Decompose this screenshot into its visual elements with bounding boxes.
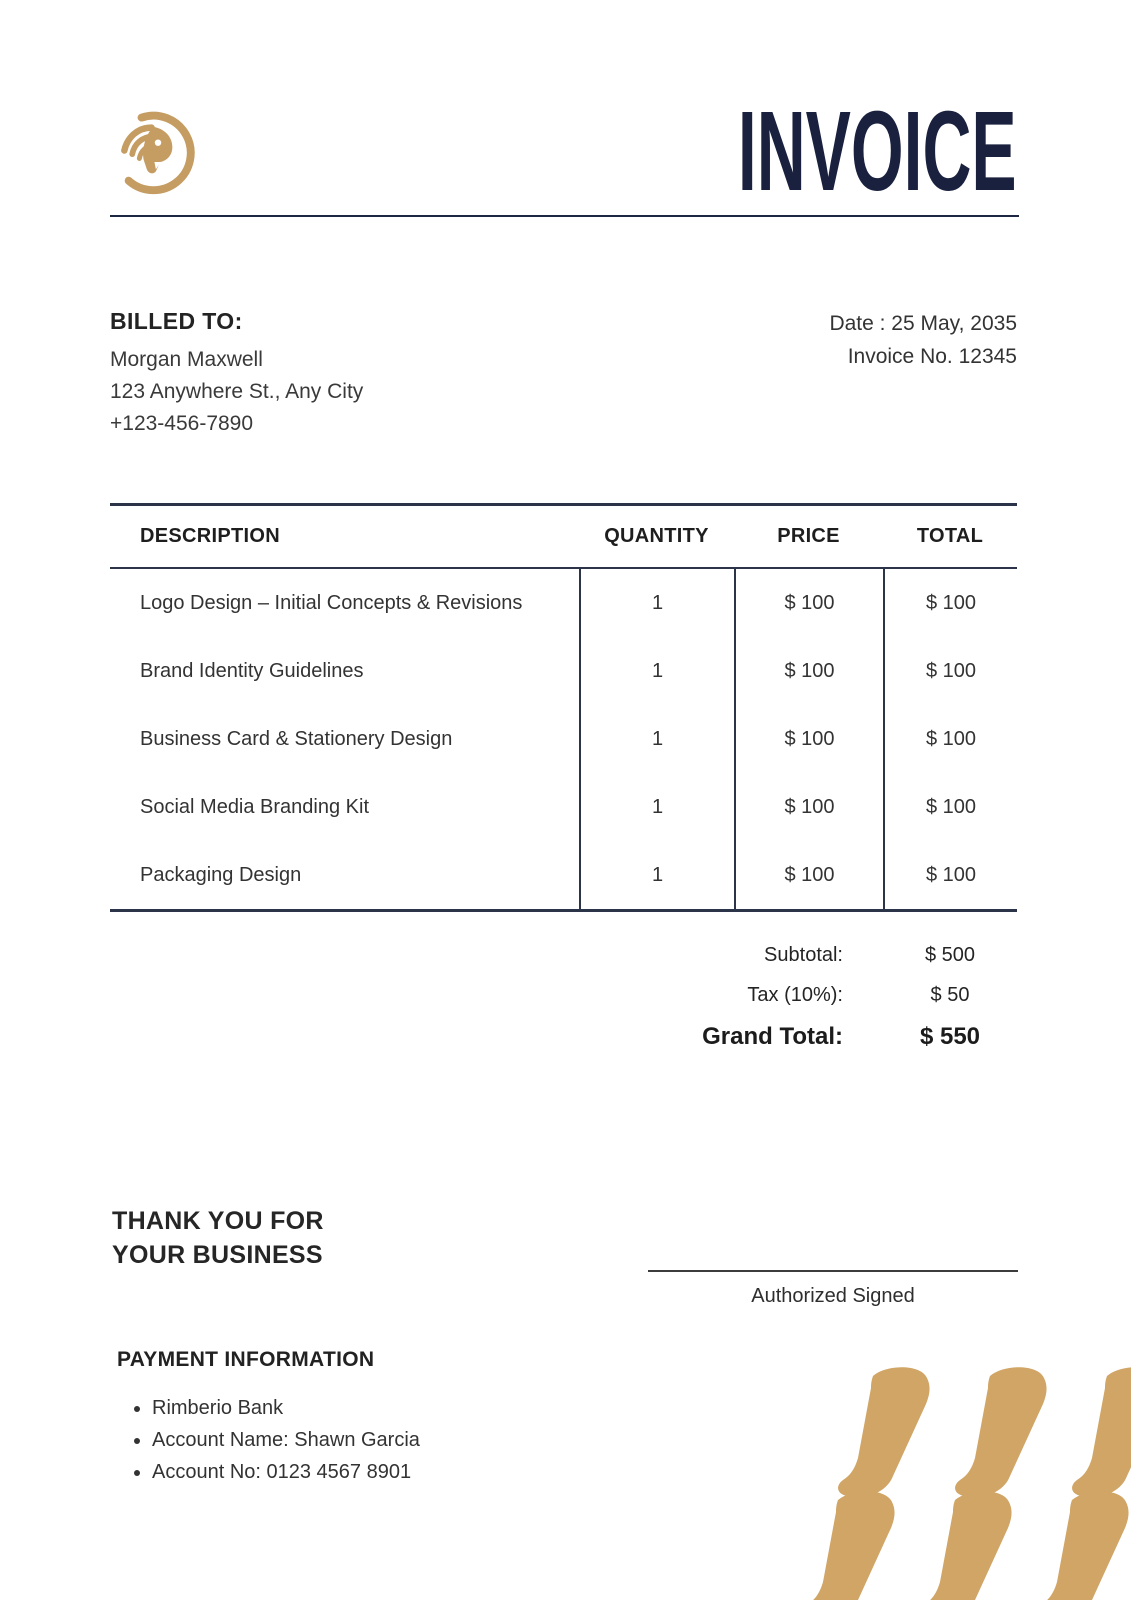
item-total: $ 100 (883, 705, 1017, 773)
gold-slash-pattern-decoration (771, 1350, 1131, 1600)
billed-to-phone: +123-456-7890 (110, 412, 254, 435)
table-row (110, 569, 1017, 637)
item-quantity: 1 (579, 705, 734, 773)
table-row (110, 637, 1017, 705)
item-quantity: 1 (579, 637, 734, 705)
column-header-description: DESCRIPTION (140, 525, 280, 547)
billed-to-name: Morgan Maxwell (110, 348, 263, 371)
items-table-header (110, 503, 1017, 569)
invoice-date: Date : 25 May, 2035 (829, 312, 1017, 335)
payment-account-number: • Account No: 0123 4567 8901 (152, 1456, 420, 1488)
item-total: $ 100 (883, 841, 1017, 909)
table-row (110, 705, 1017, 773)
totals-block (510, 935, 1017, 1059)
payment-information-title: PAYMENT INFORMATION (117, 1348, 375, 1371)
payment-information-list (128, 1392, 420, 1488)
item-description: Logo Design – Initial Concepts & Revisions (140, 591, 523, 614)
item-price: $ 100 (734, 773, 883, 841)
page-title: INVOICE (738, 88, 1017, 214)
billed-to-label: BILLED TO: (110, 308, 243, 334)
billed-to-block (110, 305, 363, 440)
items-table-body (110, 569, 1017, 912)
column-header-price: PRICE (777, 525, 840, 547)
thank-you-note (112, 1204, 324, 1272)
item-quantity: 1 (579, 569, 734, 637)
item-description: Social Media Branding Kit (140, 795, 370, 818)
signature-label: Authorized Signed (751, 1285, 915, 1307)
tax-value: $ 50 (930, 983, 970, 1006)
invoice-number: Invoice No. 12345 (847, 345, 1017, 368)
item-price: $ 100 (734, 637, 883, 705)
payment-account-name: • Account Name: Shawn Garcia (152, 1424, 420, 1456)
table-row (110, 841, 1017, 909)
item-total: $ 100 (883, 637, 1017, 705)
item-description: Brand Identity Guidelines (140, 659, 364, 682)
item-description: Business Card & Stationery Design (140, 727, 453, 750)
subtotal-label: Subtotal: (764, 943, 843, 966)
item-total: $ 100 (883, 569, 1017, 637)
item-price: $ 100 (734, 705, 883, 773)
item-price: $ 100 (734, 841, 883, 909)
tax-row (510, 975, 1017, 1015)
lion-eye-shape (155, 139, 161, 145)
grand-total-value: $ 550 (919, 1023, 981, 1050)
grand-total-label: Grand Total: (702, 1023, 843, 1050)
tax-label: Tax (10%): (747, 983, 843, 1006)
item-price: $ 100 (734, 569, 883, 637)
lion-logo-icon (110, 108, 196, 196)
item-quantity: 1 (579, 773, 734, 841)
column-header-quantity: QUANTITY (604, 525, 709, 547)
grand-total-row (510, 1015, 1017, 1059)
billed-to-address: 123 Anywhere St., Any City (110, 380, 364, 403)
table-row (110, 773, 1017, 841)
invoice-meta-block (829, 307, 1017, 373)
payment-bank: • Rimberio Bank (152, 1392, 420, 1424)
items-table (110, 503, 1017, 912)
subtotal-row (510, 935, 1017, 975)
column-header-total: TOTAL (916, 525, 984, 547)
item-description: Packaging Design (140, 863, 302, 886)
thank-you-line1: THANK YOU FOR (112, 1207, 324, 1235)
thank-you-line2: YOUR BUSINESS (112, 1241, 323, 1269)
signature-line (648, 1270, 1018, 1272)
item-quantity: 1 (579, 841, 734, 909)
header-divider (110, 215, 1019, 217)
item-total: $ 100 (883, 773, 1017, 841)
subtotal-value: $ 500 (924, 943, 976, 966)
